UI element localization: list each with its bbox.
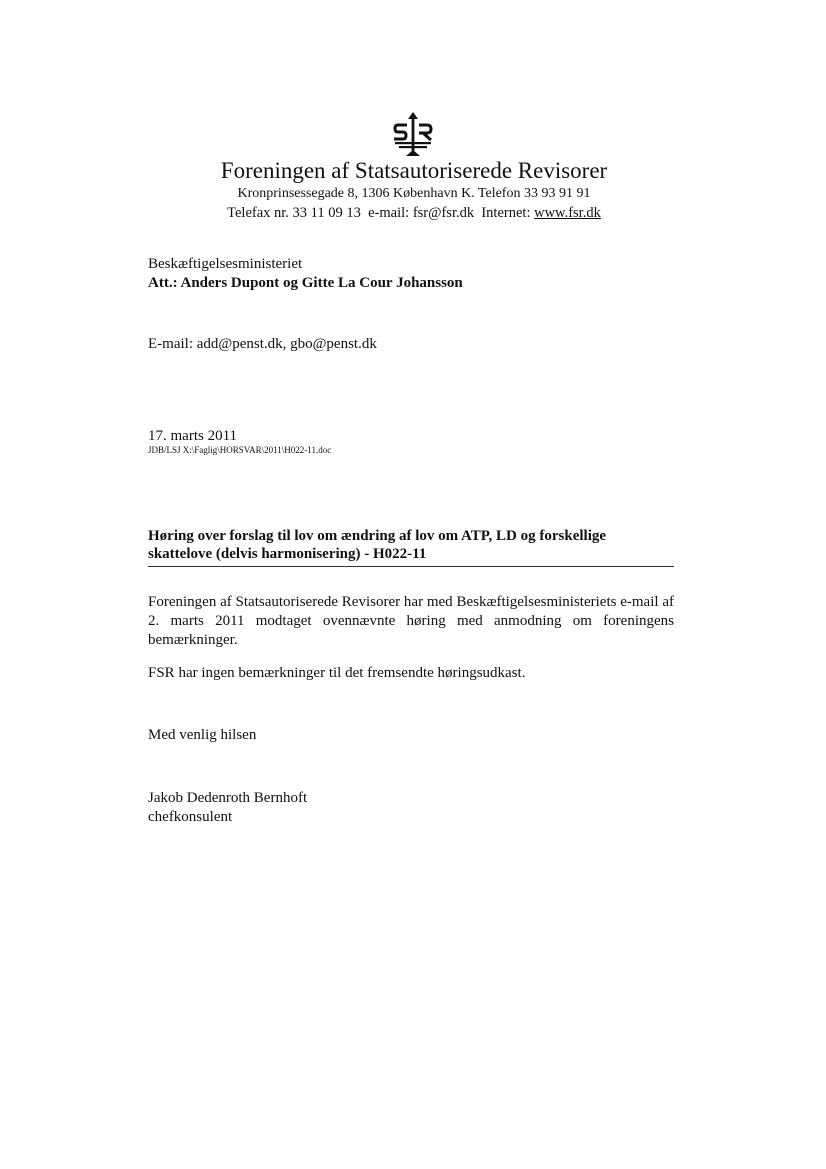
letter-date: 17. marts 2011: [148, 428, 238, 444]
file-reference: JDB/LSJ X:\Faglig\HORSVAR\2011\H022-11.doc: [148, 445, 332, 455]
website-link[interactable]: www.fsr.dk: [534, 205, 601, 221]
contact-details: Telefax nr. 33 11 09 13 e-mail: fsr@fsr.dk Internet:: [227, 205, 535, 221]
recipient-ministry: Beskæftigelsesministeriet: [148, 256, 303, 272]
organization-address: Kronprinsessegade 8, 1306 København K. Telefon 33 93 91 91: [237, 186, 591, 201]
body-paragraph-2: FSR har ingen bemærkninger til det fremsendte høringsudkast.: [148, 665, 526, 681]
recipient-block: [148, 255, 678, 293]
recipient-attention: Att.: Anders Dupont og Gitte La Cour Johansson: [148, 275, 463, 291]
fsr-logo-icon: [392, 110, 434, 158]
organization-name: Foreningen af Statsautoriserede Revisorer: [220, 158, 608, 183]
signature-block: [148, 789, 678, 827]
subject-divider: [148, 566, 674, 567]
signer-name: Jakob Dedenroth Bernhoft: [148, 790, 308, 806]
subject-heading: [148, 527, 674, 565]
recipient-email: E-mail: add@penst.dk, gbo@penst.dk: [148, 336, 377, 352]
signer-title: chefkonsulent: [148, 809, 233, 825]
subject-line-1: Høring over forslag til lov om ændring af lov om ATP, LD og forskellige: [148, 528, 607, 544]
subject-line-2: skattelove (delvis harmonisering) - H022-11: [148, 546, 427, 562]
body-paragraph-1: Foreningen af Statsautoriserede Revisorer har med Beskæftigelsesministeriets e-mail af 2. marts 2011 modtaget ovennævnte høring med anmodning om foreningens bemærkninger.: [148, 594, 674, 648]
closing-greeting: Med venlig hilsen: [148, 727, 257, 743]
organization-contact: [0, 204, 826, 222]
